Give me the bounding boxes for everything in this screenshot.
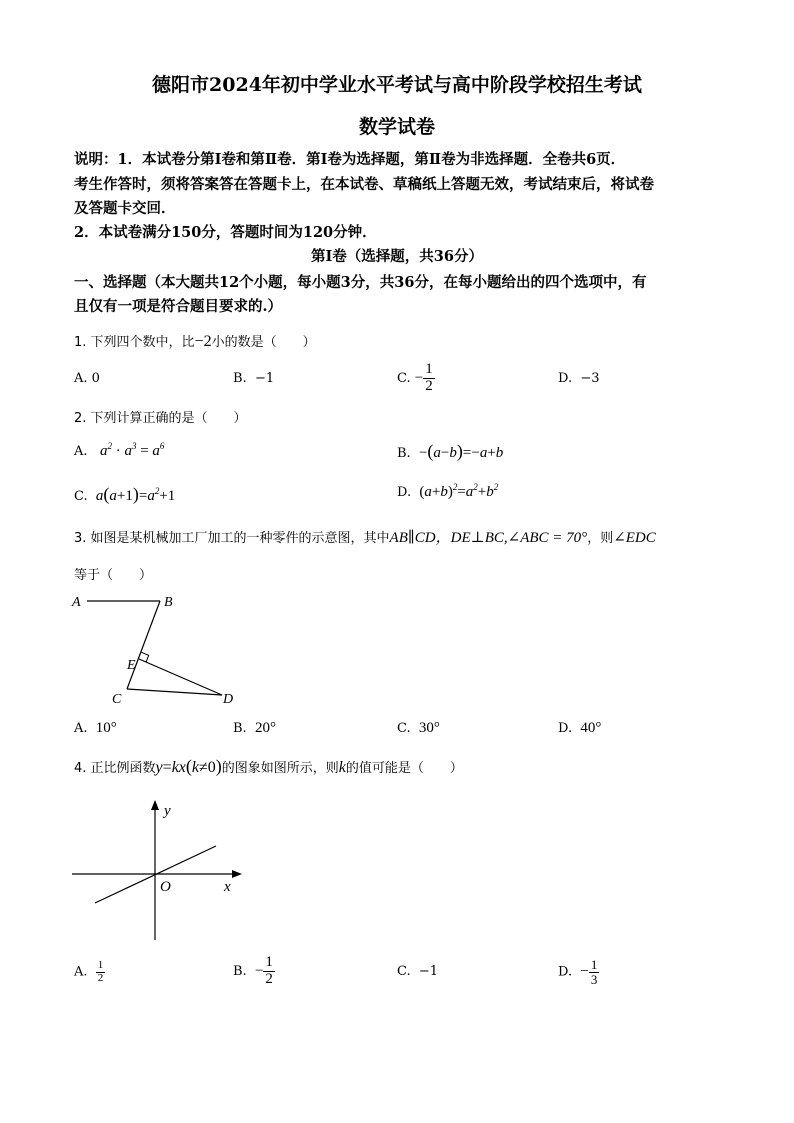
option-value: 30° bbox=[418, 720, 440, 736]
part-instruction-line-1: 一、选择题（本大题共12个小题，每小题3分，共36分，在每小题给出的四个选项中，有 bbox=[74, 274, 647, 291]
option-value: 0 bbox=[91, 371, 100, 386]
option-label: A. bbox=[74, 371, 88, 386]
segment-bc bbox=[127, 601, 160, 689]
option-label: C. bbox=[74, 489, 88, 504]
fraction bbox=[423, 362, 435, 395]
q2-option-b[interactable] bbox=[397, 441, 503, 462]
minus-sign: − bbox=[414, 369, 424, 386]
option-label: C. bbox=[397, 964, 411, 979]
q4-graph bbox=[60, 795, 260, 945]
instruction-line-1: 说明：1．本试卷分第Ⅰ卷和第Ⅱ卷．第Ⅰ卷为选择题，第Ⅱ卷为非选择题．全卷共6页． bbox=[74, 151, 626, 168]
q4-option-b[interactable] bbox=[233, 955, 275, 988]
fraction bbox=[96, 960, 106, 984]
option-value: 40° bbox=[580, 720, 602, 736]
option-label: D. bbox=[558, 721, 573, 736]
q2-stem: 2. 下列计算正确的是（ ） bbox=[74, 411, 247, 426]
option-label: A. bbox=[74, 964, 88, 980]
q2-option-a[interactable] bbox=[74, 443, 164, 460]
q3-stem-math: AB∥CD，DE⊥BC,∠ABC = 70° bbox=[389, 530, 588, 546]
q4-option-d[interactable] bbox=[558, 958, 599, 986]
option-label: C. bbox=[397, 721, 411, 736]
q2-a-formula: $a^2 \cdot a^3 = a^6$ bbox=[99, 441, 165, 459]
option-label: B. bbox=[397, 446, 411, 461]
part-instruction-line-2: 且仅有一项是符合题目要求的.） bbox=[74, 298, 283, 315]
label-origin: O bbox=[160, 879, 171, 895]
option-label: B. bbox=[233, 721, 247, 736]
label-a: A bbox=[72, 595, 81, 610]
option-value: −1 bbox=[254, 371, 275, 386]
label-y: y bbox=[164, 803, 171, 819]
denominator: 2 bbox=[97, 971, 104, 984]
q3-stem-angle: ∠EDC bbox=[613, 530, 656, 546]
option-label: D. bbox=[558, 371, 573, 386]
minus-sign: − bbox=[580, 963, 589, 980]
option-label: D. bbox=[397, 485, 412, 500]
q1-stem-before: 1. 下列四个数中，比 bbox=[74, 335, 195, 350]
option-label: C. bbox=[397, 370, 411, 386]
denominator: 2 bbox=[265, 970, 273, 987]
label-x: x bbox=[224, 879, 231, 895]
label-d: D bbox=[223, 692, 234, 707]
label-c: C bbox=[112, 692, 122, 707]
option-value: 20° bbox=[254, 720, 276, 736]
label-e: E bbox=[127, 658, 136, 673]
q1-option-d[interactable] bbox=[558, 371, 600, 386]
denominator: 2 bbox=[425, 377, 433, 394]
fraction bbox=[263, 955, 275, 988]
q3-stem-line-2: 等于（ ） bbox=[74, 568, 153, 583]
q4-stem bbox=[74, 756, 463, 777]
q1-option-b[interactable] bbox=[233, 371, 274, 386]
option-value: 10° bbox=[95, 720, 117, 736]
q2-option-c[interactable] bbox=[74, 484, 175, 505]
exam-title: 德阳市2024年初中学业水平考试与高中阶段学校招生考试 bbox=[152, 74, 642, 96]
q4-stem-after: 的值可能是（ ） bbox=[345, 761, 463, 776]
q1-stem bbox=[74, 331, 316, 351]
q4-option-c[interactable] bbox=[397, 964, 438, 979]
numerator: 1 bbox=[590, 957, 598, 972]
option-label: B. bbox=[233, 371, 247, 386]
q3-option-a[interactable] bbox=[74, 720, 117, 737]
q3-stem-before: 3. 如图是某机械加工厂加工的一种零件的示意图，其中 bbox=[74, 531, 390, 546]
q1-option-a[interactable] bbox=[74, 371, 100, 386]
x-axis-arrow bbox=[232, 870, 242, 878]
fraction bbox=[589, 958, 600, 986]
option-value: −3 bbox=[580, 371, 600, 386]
exam-subtitle: 数学试卷 bbox=[358, 116, 435, 138]
q2-option-d[interactable] bbox=[397, 484, 498, 501]
q1-stem-value: −2 bbox=[194, 333, 212, 350]
instruction-line-3: 及答题卡交回． bbox=[74, 200, 176, 217]
q4-option-a[interactable] bbox=[74, 960, 105, 984]
label-b: B bbox=[164, 595, 173, 610]
option-label: A. bbox=[74, 721, 88, 736]
q1-option-c[interactable] bbox=[397, 362, 435, 395]
q2-d-formula: $(a+b)^2=a^2+b^2$ bbox=[419, 482, 499, 500]
q1-stem-after: 小的数是（ ） bbox=[211, 335, 316, 350]
instruction-line-2: 考生作答时，须将答案答在答题卡上，在本试卷、草稿纸上答题无效，考试结束后，将试卷 bbox=[74, 176, 654, 193]
q3-option-d[interactable] bbox=[558, 720, 601, 737]
y-axis-arrow bbox=[151, 800, 159, 810]
section-heading: 第Ⅰ卷（选择题，共36分） bbox=[311, 248, 483, 265]
q4-stem-before: 4. 正比例函数 bbox=[74, 761, 156, 776]
segment-cd bbox=[127, 689, 222, 695]
option-label: B. bbox=[233, 963, 247, 979]
numerator: 1 bbox=[425, 361, 433, 377]
q3-figure bbox=[60, 585, 260, 715]
q3-stem bbox=[74, 526, 656, 547]
q2-c-formula: $a(a+1)=a^2+1$ bbox=[95, 484, 176, 504]
q4-function: y=kx(k≠0) bbox=[155, 756, 222, 776]
minus-sign: − bbox=[254, 962, 264, 979]
instruction-line-4: 2．本试卷满分150分，答题时间为120分钟． bbox=[74, 224, 377, 241]
option-label: D. bbox=[558, 964, 573, 980]
q4-stem-middle: 的图象如图所示，则 bbox=[221, 761, 339, 776]
q3-option-b[interactable] bbox=[233, 720, 276, 737]
q3-option-c[interactable] bbox=[397, 720, 440, 737]
numerator: 1 bbox=[265, 954, 273, 970]
option-label: A. bbox=[74, 444, 88, 459]
numerator: 1 bbox=[97, 959, 104, 971]
q2-b-formula: −(a−b)=−a+b bbox=[418, 441, 504, 461]
segment-de bbox=[139, 659, 222, 695]
q3-stem-after: ，则 bbox=[587, 531, 614, 546]
q4-stem-k: k bbox=[338, 759, 346, 776]
denominator: 3 bbox=[590, 971, 598, 987]
option-value: −1 bbox=[418, 964, 439, 979]
